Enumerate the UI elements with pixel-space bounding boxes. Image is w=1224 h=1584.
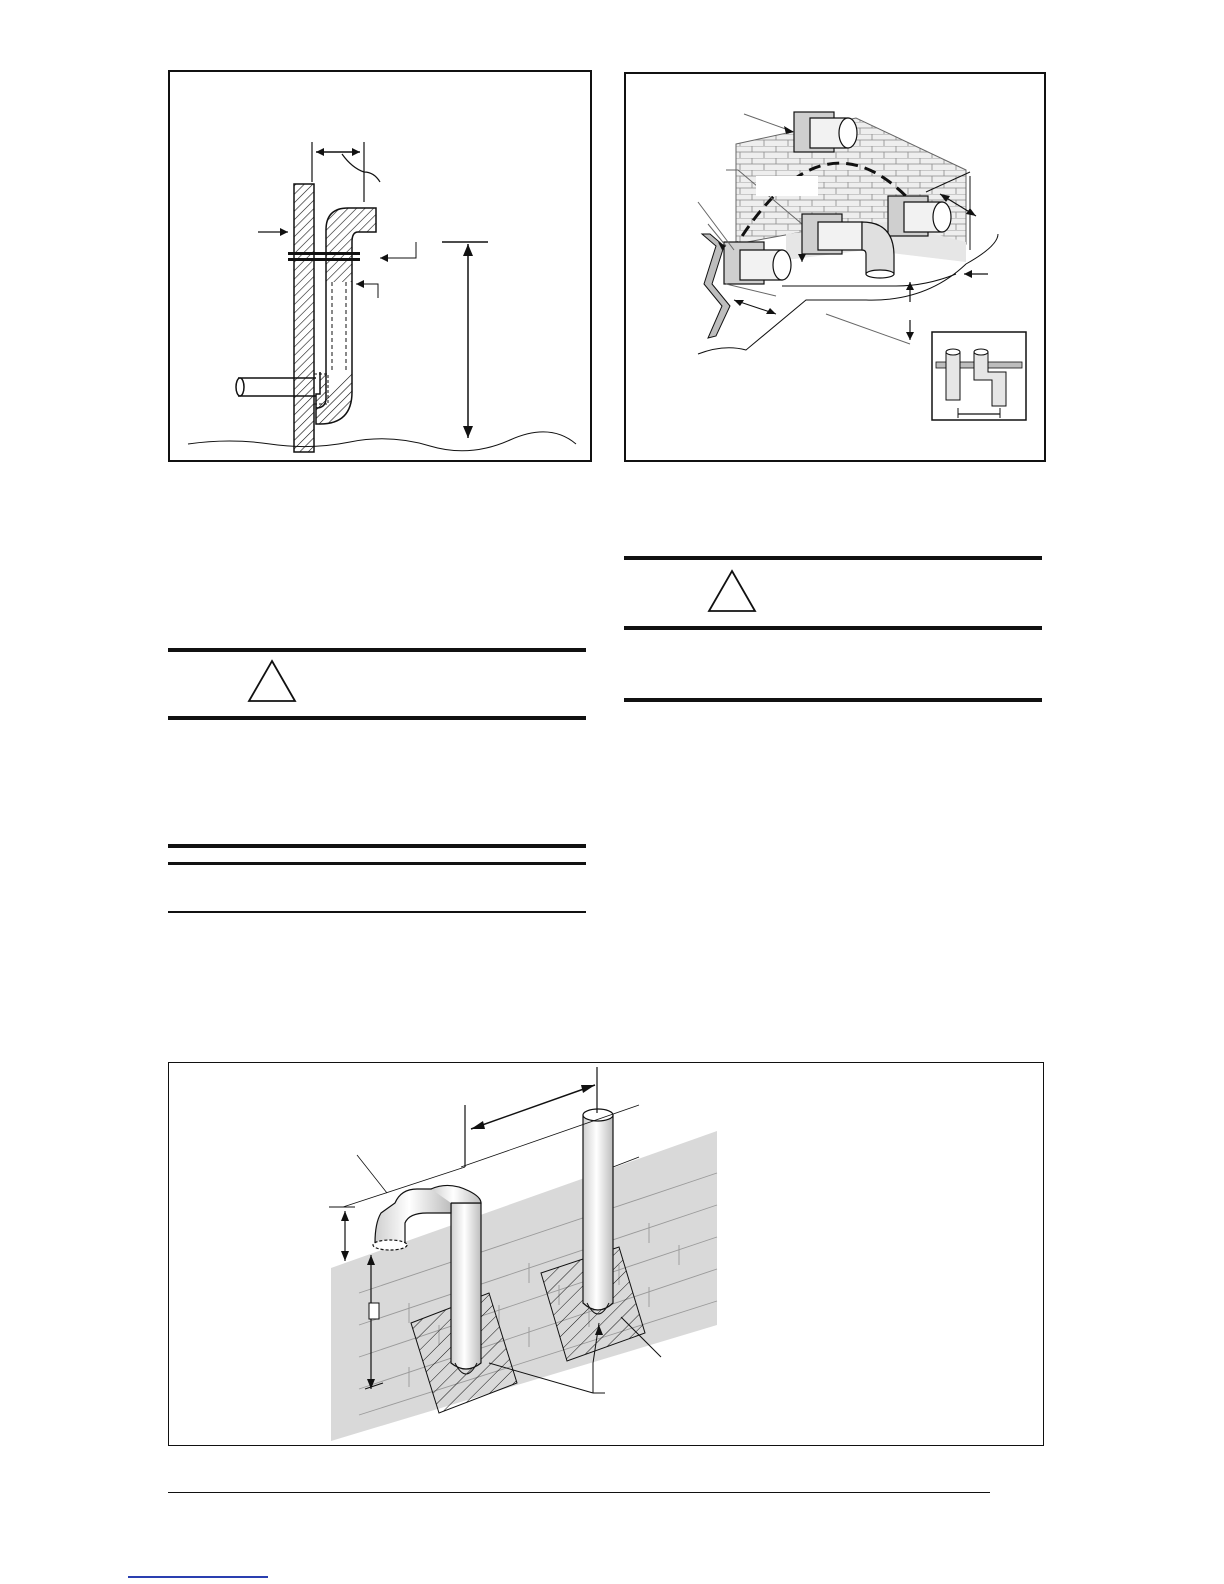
snorkel-diagram (170, 72, 594, 464)
warning-rule-top (624, 556, 1042, 560)
pipe-right-vertical (583, 1115, 613, 1310)
warning-rule-top (168, 648, 586, 652)
footer-link-underline[interactable] (128, 1576, 268, 1578)
wall-section (294, 184, 314, 452)
bottom-elbow (316, 372, 352, 424)
figure-roof-vertical-terminations (168, 1062, 1044, 1446)
figure-vertical-snorkel-wall (168, 70, 592, 462)
ground-line (188, 432, 576, 451)
roof-surface (331, 1131, 717, 1441)
wall-strap (288, 252, 360, 255)
note-rule-bottom (168, 911, 586, 913)
vertical-pipe (326, 282, 352, 372)
warning-triangle-icon (246, 658, 298, 704)
brick-wall-diagram (626, 74, 1048, 464)
footer-rule (168, 1492, 990, 1493)
figure-brick-wall-terminations (624, 72, 1046, 462)
top-elbow (326, 208, 376, 282)
warning-rule-bottom (168, 716, 586, 720)
warning-rule-bottom (624, 626, 1042, 630)
note-rule-top (168, 862, 586, 865)
note-rule-thick (168, 844, 586, 848)
pipe-left-vertical (451, 1203, 481, 1369)
warning-rule-end (624, 698, 1042, 702)
warning-triangle-icon (706, 568, 758, 614)
roof-diagram (169, 1063, 1045, 1447)
